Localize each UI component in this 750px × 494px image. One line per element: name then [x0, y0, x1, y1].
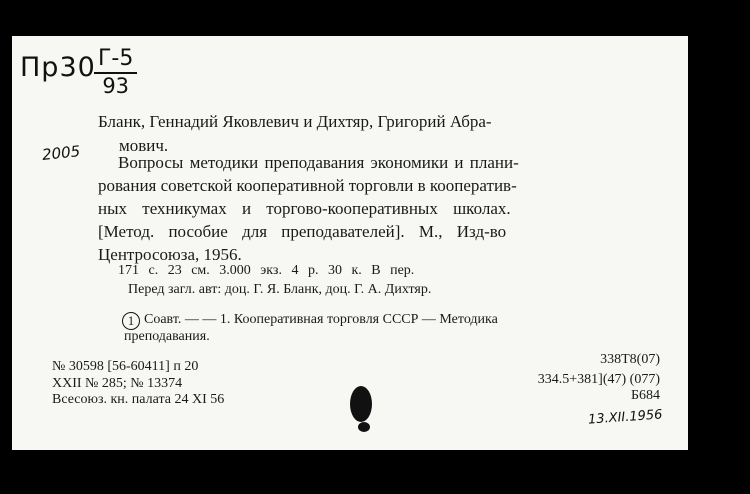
subjects-line-2: преподавания.: [124, 329, 210, 344]
collation-line-2: Перед загл. авт: доц. Г. Я. Бланк, доц. Г. А. Дихтяр.: [128, 282, 432, 297]
catalog-card: [12, 36, 688, 450]
footer-right-1: 338Т8(07): [600, 352, 660, 367]
ink-stain: [350, 386, 372, 422]
authors-line-1: Бланк, Геннадий Яковлевич и Дихтяр, Григорий Абра-: [98, 112, 492, 131]
footer-right-2: 334.5+381](47) (077): [537, 372, 660, 387]
title-line-5: Центросоюза, 1956.: [98, 245, 242, 264]
authors-line-2: мович.: [119, 136, 169, 155]
footer-left-3: Всесоюз. кн. палата 24 XI 56: [52, 392, 225, 407]
shelfmark-fraction: [94, 46, 137, 98]
footer-left-2: XXII № 285; № 13374: [52, 376, 183, 391]
shelfmark: [20, 52, 96, 83]
title-line-4: [Метод. пособие для преподавателей]. М., Изд-во: [98, 222, 507, 241]
margin-note: 2005: [41, 142, 82, 164]
shelfmark-denominator: 93: [102, 74, 130, 98]
collation-line-1: 171 с. 23 см. 3.000 экз. 4 р. 30 к. В пер.: [118, 263, 415, 278]
ink-stain-drop: [358, 422, 370, 432]
footer-right-3: Б684: [630, 388, 660, 403]
shelfmark-numerator: Г-5: [94, 46, 137, 74]
subject-marker: 1: [122, 312, 140, 330]
title-line-3: ных техникумах и торгово-кооперативных школах.: [98, 199, 511, 218]
subjects-line-1: Соавт. — — 1. Кооперативная торговля СССР — Методика: [144, 312, 498, 327]
title-line-1: Вопросы методики преподавания экономики и плани-: [118, 153, 519, 172]
date-stamp: 13.XII.1956: [587, 407, 663, 428]
title-line-2: рования советской кооперативной торговли в кооператив-: [98, 176, 517, 195]
footer-left-1: № 30598 [56-60411] п 20: [52, 359, 199, 374]
shelfmark-prefix: Пр30: [20, 52, 96, 83]
